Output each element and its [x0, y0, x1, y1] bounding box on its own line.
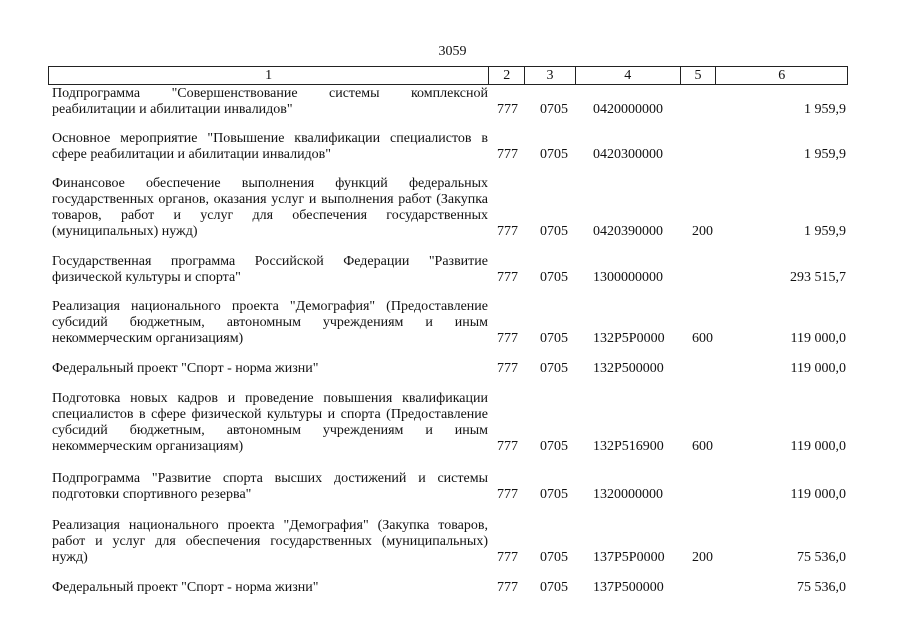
row-description: Реализация национального проекта "Демография" (Предоставление субсидий бюджетным, автономным учреждениям и иным некоммерческим организациям)	[52, 299, 488, 346]
row-amount: 119 000,0	[790, 331, 846, 346]
table-row	[0, 254, 905, 299]
row-expense-type: 200	[692, 224, 713, 239]
row-section-code: 0705	[540, 580, 568, 595]
row-amount: 119 000,0	[790, 487, 846, 502]
row-expense-type: 600	[692, 439, 713, 454]
column-header-5: 5	[680, 67, 716, 85]
budget-table-body	[0, 86, 905, 600]
row-section-code: 0705	[540, 224, 568, 239]
row-target-code: 0420000000	[593, 102, 663, 117]
page-number: 3059	[438, 44, 467, 59]
row-section-code: 0705	[540, 439, 568, 454]
row-admin-code: 777	[497, 580, 518, 595]
row-target-code: 0420390000	[593, 224, 663, 239]
row-description: Финансовое обеспечение выполнения функций федеральных государственных органов, оказания услуг и выполнения работ (Закупка товаров, работ и услуг для обеспечения государственных (муниципальных) нужд)	[52, 176, 488, 239]
row-description: Основное мероприятие "Повышение квалификации специалистов в сфере реабилитации и абилитации инвалидов"	[52, 131, 488, 162]
row-expense-type: 200	[692, 550, 713, 565]
row-amount: 119 000,0	[790, 439, 846, 454]
row-admin-code: 777	[497, 331, 518, 346]
table-row	[0, 131, 905, 176]
row-description: Государственная программа Российской Федерации "Развитие физической культуры и спорта"	[52, 254, 488, 285]
table-row	[0, 580, 905, 600]
table-row	[0, 176, 905, 254]
row-admin-code: 777	[497, 147, 518, 162]
row-section-code: 0705	[540, 361, 568, 376]
row-admin-code: 777	[497, 487, 518, 502]
row-target-code: 0420300000	[593, 147, 663, 162]
row-section-code: 0705	[540, 550, 568, 565]
column-header-row	[48, 66, 848, 85]
row-amount: 1 959,9	[804, 147, 846, 162]
row-admin-code: 777	[497, 439, 518, 454]
row-description: Реализация национального проекта "Демография" (Закупка товаров, работ и услуг для обеспечения государственных (муниципальных) нужд)	[52, 518, 488, 565]
column-header-3: 3	[525, 67, 576, 85]
row-amount: 1 959,9	[804, 102, 846, 117]
row-target-code: 132P516900	[593, 439, 664, 454]
row-description: Подготовка новых кадров и проведение повышения квалификации специалистов в сфере физической культуры и спорта (Предоставление субсидий бюджетным, автономным учреждениям и иным некоммерческим организациям)	[52, 391, 488, 454]
row-target-code: 1300000000	[593, 270, 663, 285]
row-admin-code: 777	[497, 102, 518, 117]
table-row	[0, 361, 905, 391]
row-section-code: 0705	[540, 331, 568, 346]
table-row	[0, 86, 905, 131]
column-header-2: 2	[489, 67, 525, 85]
row-description: Федеральный проект "Спорт - норма жизни"	[52, 580, 319, 595]
row-admin-code: 777	[497, 361, 518, 376]
row-admin-code: 777	[497, 270, 518, 285]
row-target-code: 137P500000	[593, 580, 664, 595]
row-description: Подпрограмма "Совершенствование системы комплексной реабилитации и абилитации инвалидов"	[52, 86, 488, 117]
table-row	[0, 518, 905, 580]
row-admin-code: 777	[497, 550, 518, 565]
row-amount: 75 536,0	[797, 550, 846, 565]
row-description: Федеральный проект "Спорт - норма жизни"	[52, 361, 319, 376]
row-section-code: 0705	[540, 270, 568, 285]
row-amount: 293 515,7	[790, 270, 846, 285]
row-amount: 1 959,9	[804, 224, 846, 239]
column-header-1: 1	[49, 67, 489, 85]
row-admin-code: 777	[497, 224, 518, 239]
row-target-code: 132P500000	[593, 361, 664, 376]
row-target-code: 137P5P0000	[593, 550, 665, 565]
row-expense-type: 600	[692, 331, 713, 346]
row-target-code: 132P5P0000	[593, 331, 665, 346]
row-section-code: 0705	[540, 487, 568, 502]
row-section-code: 0705	[540, 147, 568, 162]
row-description: Подпрограмма "Развитие спорта высших достижений и системы подготовки спортивного резерва"	[52, 471, 488, 502]
row-target-code: 1320000000	[593, 487, 663, 502]
row-amount: 119 000,0	[790, 361, 846, 376]
table-row	[0, 391, 905, 471]
column-header-4: 4	[575, 67, 680, 85]
row-amount: 75 536,0	[797, 580, 846, 595]
column-header-6: 6	[716, 67, 848, 85]
table-row	[0, 299, 905, 361]
table-row	[0, 471, 905, 518]
row-section-code: 0705	[540, 102, 568, 117]
